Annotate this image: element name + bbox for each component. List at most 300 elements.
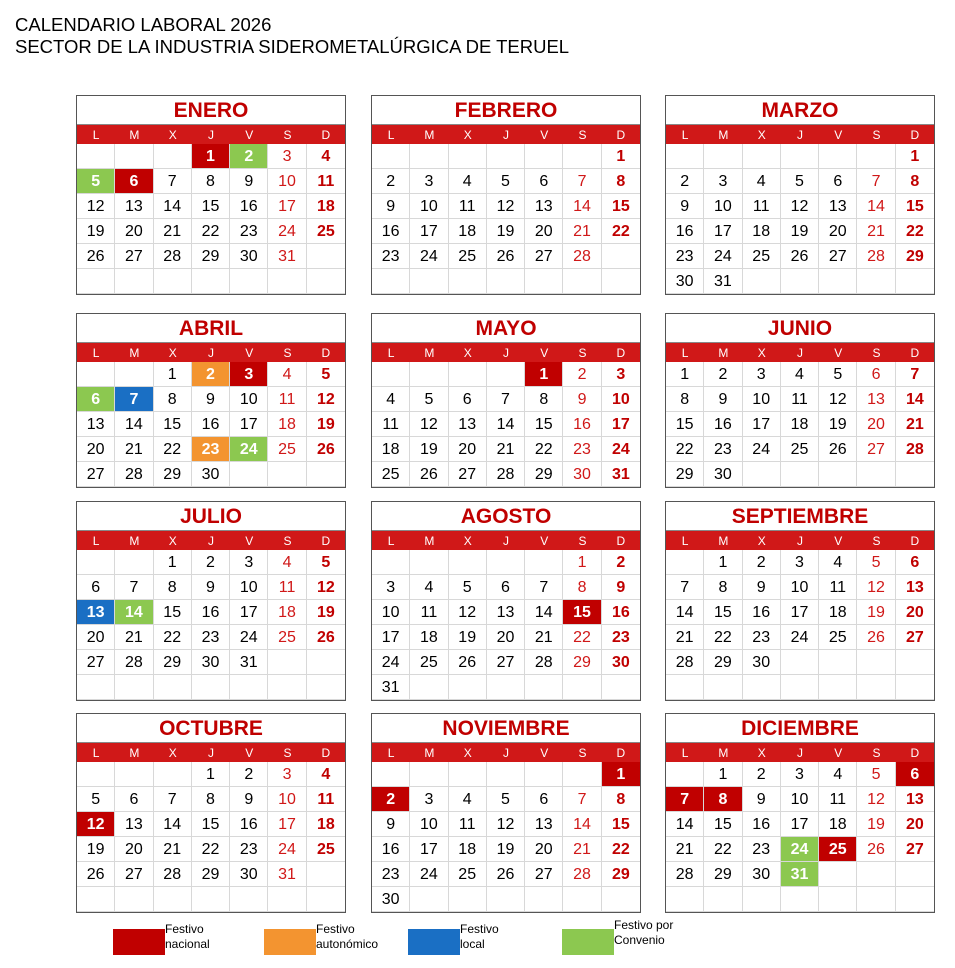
day-cell: 13 bbox=[525, 812, 563, 837]
day-cell: 22 bbox=[563, 625, 601, 650]
empty-cell bbox=[154, 675, 192, 700]
day-cell-festivo-nacional: 7 bbox=[666, 787, 704, 812]
day-cell: 1 bbox=[896, 144, 934, 169]
day-cell: 29 bbox=[563, 650, 601, 675]
empty-cell bbox=[115, 269, 153, 294]
day-cell: 30 bbox=[192, 462, 230, 487]
day-cell: 29 bbox=[602, 862, 640, 887]
day-cell: 28 bbox=[154, 244, 192, 269]
weekday-label: V bbox=[245, 534, 254, 548]
day-cell: 22 bbox=[602, 219, 640, 244]
day-cell: 13 bbox=[115, 194, 153, 219]
day-cell: 27 bbox=[525, 862, 563, 887]
weekday-label: J bbox=[796, 534, 803, 548]
weekday-label: J bbox=[796, 128, 803, 142]
day-cell: 28 bbox=[563, 862, 601, 887]
day-cell: 20 bbox=[449, 437, 487, 462]
weekday-label: V bbox=[834, 128, 843, 142]
day-cell: 23 bbox=[372, 244, 410, 269]
day-cell: 7 bbox=[487, 387, 525, 412]
legend-label-local bbox=[460, 922, 560, 952]
weekday-label: L bbox=[387, 534, 395, 548]
day-cell: 8 bbox=[525, 387, 563, 412]
day-cell: 26 bbox=[449, 650, 487, 675]
day-cell: 19 bbox=[410, 437, 448, 462]
day-cell: 28 bbox=[115, 462, 153, 487]
day-cell: 14 bbox=[666, 812, 704, 837]
day-cell-festivo-convenio: 31 bbox=[781, 862, 819, 887]
day-cell: 19 bbox=[449, 625, 487, 650]
day-cell: 27 bbox=[115, 862, 153, 887]
day-cell: 7 bbox=[563, 169, 601, 194]
day-cell: 9 bbox=[743, 575, 781, 600]
empty-cell bbox=[268, 650, 306, 675]
empty-cell bbox=[563, 887, 601, 912]
day-grid bbox=[372, 144, 640, 294]
empty-cell bbox=[410, 550, 448, 575]
day-cell: 10 bbox=[410, 812, 448, 837]
empty-cell bbox=[154, 762, 192, 787]
empty-cell bbox=[268, 269, 306, 294]
empty-cell bbox=[77, 144, 115, 169]
day-cell: 15 bbox=[602, 812, 640, 837]
empty-cell bbox=[563, 675, 601, 700]
empty-cell bbox=[192, 675, 230, 700]
day-cell: 21 bbox=[115, 437, 153, 462]
day-cell: 9 bbox=[192, 387, 230, 412]
day-cell: 20 bbox=[857, 412, 895, 437]
day-cell-festivo-nacional: 1 bbox=[525, 362, 563, 387]
day-cell: 25 bbox=[449, 862, 487, 887]
weekday-label: J bbox=[207, 346, 214, 360]
day-cell: 23 bbox=[563, 437, 601, 462]
month-junio bbox=[665, 313, 935, 488]
empty-cell bbox=[666, 675, 704, 700]
day-grid bbox=[77, 550, 345, 700]
day-cell: 24 bbox=[410, 862, 448, 887]
day-cell: 20 bbox=[115, 837, 153, 862]
day-cell: 30 bbox=[230, 244, 268, 269]
day-cell: 28 bbox=[896, 437, 934, 462]
day-cell: 15 bbox=[896, 194, 934, 219]
day-grid bbox=[666, 144, 934, 294]
day-cell: 10 bbox=[743, 387, 781, 412]
day-cell: 19 bbox=[487, 219, 525, 244]
day-cell: 5 bbox=[487, 169, 525, 194]
day-cell: 7 bbox=[563, 787, 601, 812]
day-cell: 13 bbox=[896, 787, 934, 812]
month-julio bbox=[76, 501, 346, 701]
day-cell: 15 bbox=[704, 812, 742, 837]
day-cell: 19 bbox=[307, 600, 345, 625]
day-cell: 12 bbox=[781, 194, 819, 219]
day-cell: 7 bbox=[896, 362, 934, 387]
weekday-label: D bbox=[321, 346, 331, 360]
day-cell: 30 bbox=[372, 887, 410, 912]
day-cell: 7 bbox=[154, 169, 192, 194]
day-cell: 31 bbox=[268, 244, 306, 269]
day-cell: 1 bbox=[666, 362, 704, 387]
day-cell: 12 bbox=[77, 194, 115, 219]
empty-cell bbox=[525, 144, 563, 169]
day-cell: 16 bbox=[372, 837, 410, 862]
empty-cell bbox=[77, 362, 115, 387]
empty-cell bbox=[743, 462, 781, 487]
empty-cell bbox=[230, 675, 268, 700]
weekday-label: S bbox=[872, 534, 881, 548]
day-cell: 3 bbox=[230, 550, 268, 575]
day-cell: 20 bbox=[115, 219, 153, 244]
day-cell: 5 bbox=[487, 787, 525, 812]
weekday-label: L bbox=[92, 128, 100, 142]
day-cell: 31 bbox=[230, 650, 268, 675]
day-cell-festivo-nacional: 12 bbox=[77, 812, 115, 837]
month-name: MARZO bbox=[666, 96, 934, 125]
day-cell: 26 bbox=[307, 625, 345, 650]
day-cell: 19 bbox=[77, 219, 115, 244]
day-cell-festivo-local: 7 bbox=[115, 387, 153, 412]
day-cell: 3 bbox=[410, 787, 448, 812]
day-cell: 23 bbox=[743, 837, 781, 862]
weekday-label: L bbox=[681, 128, 689, 142]
empty-cell bbox=[896, 887, 934, 912]
empty-cell bbox=[704, 144, 742, 169]
day-cell: 27 bbox=[857, 437, 895, 462]
weekday-label: D bbox=[910, 346, 920, 360]
weekday-label: J bbox=[502, 746, 509, 760]
day-cell: 18 bbox=[307, 812, 345, 837]
day-cell: 4 bbox=[819, 550, 857, 575]
day-cell: 22 bbox=[192, 219, 230, 244]
day-cell: 8 bbox=[192, 787, 230, 812]
weekday-label: L bbox=[681, 346, 689, 360]
day-cell: 8 bbox=[602, 787, 640, 812]
day-cell: 10 bbox=[230, 575, 268, 600]
empty-cell bbox=[857, 862, 895, 887]
day-cell: 20 bbox=[525, 219, 563, 244]
weekday-label: V bbox=[834, 346, 843, 360]
day-cell: 19 bbox=[857, 600, 895, 625]
weekday-label: J bbox=[796, 746, 803, 760]
day-cell: 12 bbox=[307, 387, 345, 412]
day-cell: 20 bbox=[896, 812, 934, 837]
legend-text-line2: Convenio bbox=[614, 933, 665, 947]
day-cell: 4 bbox=[781, 362, 819, 387]
day-cell: 1 bbox=[154, 362, 192, 387]
day-cell: 21 bbox=[666, 837, 704, 862]
empty-cell bbox=[410, 887, 448, 912]
weekday-label: V bbox=[245, 746, 254, 760]
day-cell: 18 bbox=[743, 219, 781, 244]
day-cell: 16 bbox=[704, 412, 742, 437]
day-cell: 10 bbox=[230, 387, 268, 412]
weekday-label: S bbox=[283, 346, 292, 360]
day-cell: 11 bbox=[307, 787, 345, 812]
day-cell: 23 bbox=[230, 837, 268, 862]
day-cell: 13 bbox=[77, 412, 115, 437]
day-cell: 9 bbox=[230, 787, 268, 812]
day-cell: 11 bbox=[449, 812, 487, 837]
day-cell: 5 bbox=[307, 550, 345, 575]
day-cell: 25 bbox=[410, 650, 448, 675]
day-cell: 18 bbox=[449, 219, 487, 244]
empty-cell bbox=[487, 144, 525, 169]
month-name: JULIO bbox=[77, 502, 345, 531]
day-cell: 27 bbox=[819, 244, 857, 269]
empty-cell bbox=[781, 650, 819, 675]
day-cell: 28 bbox=[857, 244, 895, 269]
day-cell: 14 bbox=[154, 194, 192, 219]
legend-local bbox=[408, 922, 560, 955]
day-cell: 3 bbox=[704, 169, 742, 194]
empty-cell bbox=[449, 887, 487, 912]
day-cell: 30 bbox=[704, 462, 742, 487]
day-cell: 16 bbox=[192, 412, 230, 437]
weekday-header bbox=[77, 343, 345, 362]
empty-cell bbox=[487, 269, 525, 294]
day-cell: 11 bbox=[410, 600, 448, 625]
empty-cell bbox=[268, 675, 306, 700]
day-cell: 6 bbox=[487, 575, 525, 600]
day-cell: 26 bbox=[410, 462, 448, 487]
day-cell: 31 bbox=[268, 862, 306, 887]
day-cell: 4 bbox=[307, 762, 345, 787]
empty-cell bbox=[372, 269, 410, 294]
day-cell: 14 bbox=[666, 600, 704, 625]
empty-cell bbox=[449, 550, 487, 575]
day-cell: 14 bbox=[154, 812, 192, 837]
day-cell: 21 bbox=[154, 837, 192, 862]
empty-cell bbox=[525, 269, 563, 294]
empty-cell bbox=[896, 862, 934, 887]
day-cell: 8 bbox=[704, 575, 742, 600]
day-cell: 12 bbox=[449, 600, 487, 625]
day-cell: 31 bbox=[372, 675, 410, 700]
day-cell: 20 bbox=[896, 600, 934, 625]
day-cell: 1 bbox=[154, 550, 192, 575]
day-cell: 6 bbox=[77, 575, 115, 600]
day-cell: 6 bbox=[857, 362, 895, 387]
weekday-label: J bbox=[207, 746, 214, 760]
day-cell: 8 bbox=[666, 387, 704, 412]
weekday-label: J bbox=[207, 128, 214, 142]
day-cell: 19 bbox=[487, 837, 525, 862]
empty-cell bbox=[743, 144, 781, 169]
day-cell: 4 bbox=[449, 787, 487, 812]
day-cell: 23 bbox=[743, 625, 781, 650]
empty-cell bbox=[602, 675, 640, 700]
day-cell: 10 bbox=[704, 194, 742, 219]
day-cell: 26 bbox=[857, 625, 895, 650]
day-cell: 16 bbox=[743, 600, 781, 625]
month-marzo bbox=[665, 95, 935, 295]
month-name: FEBRERO bbox=[372, 96, 640, 125]
day-cell: 23 bbox=[192, 625, 230, 650]
day-cell: 21 bbox=[857, 219, 895, 244]
day-cell: 9 bbox=[192, 575, 230, 600]
day-cell: 31 bbox=[602, 462, 640, 487]
day-cell: 3 bbox=[410, 169, 448, 194]
day-cell: 13 bbox=[115, 812, 153, 837]
empty-cell bbox=[192, 887, 230, 912]
day-cell: 1 bbox=[704, 550, 742, 575]
day-cell: 21 bbox=[525, 625, 563, 650]
empty-cell bbox=[819, 650, 857, 675]
month-name: DICIEMBRE bbox=[666, 714, 934, 743]
day-cell: 16 bbox=[192, 600, 230, 625]
day-cell: 26 bbox=[77, 862, 115, 887]
empty-cell bbox=[704, 675, 742, 700]
day-cell: 18 bbox=[410, 625, 448, 650]
day-cell: 30 bbox=[192, 650, 230, 675]
day-cell: 28 bbox=[154, 862, 192, 887]
empty-cell bbox=[115, 675, 153, 700]
empty-cell bbox=[410, 144, 448, 169]
empty-cell bbox=[307, 862, 345, 887]
day-cell: 21 bbox=[896, 412, 934, 437]
weekday-label: M bbox=[424, 128, 435, 142]
day-grid bbox=[372, 362, 640, 487]
day-cell: 2 bbox=[602, 550, 640, 575]
weekday-label: S bbox=[283, 534, 292, 548]
day-cell: 9 bbox=[372, 194, 410, 219]
legend-text-line1: Festivo bbox=[460, 922, 499, 936]
day-cell: 6 bbox=[115, 787, 153, 812]
empty-cell bbox=[781, 144, 819, 169]
empty-cell bbox=[307, 269, 345, 294]
weekday-label: X bbox=[463, 534, 472, 548]
weekday-header bbox=[372, 743, 640, 762]
day-cell: 17 bbox=[268, 812, 306, 837]
empty-cell bbox=[896, 462, 934, 487]
weekday-label: S bbox=[578, 534, 587, 548]
day-cell: 24 bbox=[372, 650, 410, 675]
empty-cell bbox=[77, 762, 115, 787]
day-cell: 12 bbox=[487, 194, 525, 219]
day-cell: 17 bbox=[743, 412, 781, 437]
month-name: ABRIL bbox=[77, 314, 345, 343]
day-cell: 7 bbox=[857, 169, 895, 194]
day-cell: 10 bbox=[268, 787, 306, 812]
day-cell: 13 bbox=[857, 387, 895, 412]
day-cell: 17 bbox=[372, 625, 410, 650]
weekday-label: L bbox=[681, 746, 689, 760]
day-cell: 24 bbox=[410, 244, 448, 269]
day-cell-festivo-nacional: 1 bbox=[192, 144, 230, 169]
month-name: ENERO bbox=[77, 96, 345, 125]
weekday-label: M bbox=[129, 534, 140, 548]
empty-cell bbox=[230, 269, 268, 294]
day-cell: 6 bbox=[525, 787, 563, 812]
legend-label-nacional bbox=[165, 922, 265, 952]
day-cell: 26 bbox=[487, 862, 525, 887]
day-cell: 12 bbox=[857, 787, 895, 812]
day-cell: 20 bbox=[819, 219, 857, 244]
weekday-label: V bbox=[245, 346, 254, 360]
day-cell: 8 bbox=[154, 575, 192, 600]
document-title bbox=[15, 14, 569, 58]
weekday-header bbox=[77, 743, 345, 762]
day-grid bbox=[77, 762, 345, 912]
day-cell: 24 bbox=[268, 837, 306, 862]
empty-cell bbox=[487, 362, 525, 387]
day-cell: 24 bbox=[781, 625, 819, 650]
empty-cell bbox=[154, 144, 192, 169]
day-cell-festivo-nacional: 8 bbox=[704, 787, 742, 812]
day-cell: 16 bbox=[563, 412, 601, 437]
day-cell: 2 bbox=[743, 550, 781, 575]
day-cell: 16 bbox=[230, 812, 268, 837]
weekday-label: D bbox=[910, 746, 920, 760]
day-cell: 26 bbox=[77, 244, 115, 269]
empty-cell bbox=[449, 762, 487, 787]
weekday-label: X bbox=[463, 128, 472, 142]
day-cell: 26 bbox=[819, 437, 857, 462]
day-cell: 4 bbox=[819, 762, 857, 787]
day-cell: 5 bbox=[857, 762, 895, 787]
empty-cell bbox=[307, 650, 345, 675]
day-cell: 9 bbox=[563, 387, 601, 412]
empty-cell bbox=[307, 887, 345, 912]
day-cell-festivo-convenio: 24 bbox=[781, 837, 819, 862]
weekday-label: S bbox=[872, 128, 881, 142]
legend-text-line1: Festivo por bbox=[614, 918, 674, 932]
empty-cell bbox=[666, 144, 704, 169]
day-cell: 8 bbox=[192, 169, 230, 194]
day-cell: 18 bbox=[449, 837, 487, 862]
day-cell: 27 bbox=[77, 650, 115, 675]
day-cell: 25 bbox=[268, 625, 306, 650]
day-cell: 28 bbox=[115, 650, 153, 675]
empty-cell bbox=[154, 887, 192, 912]
day-cell: 22 bbox=[666, 437, 704, 462]
day-cell: 29 bbox=[525, 462, 563, 487]
month-octubre bbox=[76, 713, 346, 913]
day-cell: 10 bbox=[781, 787, 819, 812]
day-cell: 30 bbox=[743, 650, 781, 675]
empty-cell bbox=[230, 887, 268, 912]
day-cell: 27 bbox=[487, 650, 525, 675]
weekday-label: L bbox=[387, 746, 395, 760]
month-name: OCTUBRE bbox=[77, 714, 345, 743]
title-line-2: SECTOR DE LA INDUSTRIA SIDEROMETALÚRGICA DE TERUEL bbox=[15, 36, 570, 57]
weekday-label: X bbox=[757, 128, 766, 142]
day-grid bbox=[666, 362, 934, 487]
empty-cell bbox=[819, 269, 857, 294]
month-name: MAYO bbox=[372, 314, 640, 343]
day-cell: 16 bbox=[372, 219, 410, 244]
day-cell: 4 bbox=[268, 362, 306, 387]
empty-cell bbox=[857, 675, 895, 700]
day-cell: 4 bbox=[410, 575, 448, 600]
day-cell-festivo-local: 13 bbox=[77, 600, 115, 625]
weekday-label: X bbox=[757, 746, 766, 760]
day-cell-festivo-nacional: 15 bbox=[563, 600, 601, 625]
day-cell: 9 bbox=[743, 787, 781, 812]
weekday-label: J bbox=[502, 346, 509, 360]
day-cell: 28 bbox=[666, 650, 704, 675]
legend-nacional bbox=[113, 922, 265, 955]
day-cell: 5 bbox=[449, 575, 487, 600]
day-cell: 30 bbox=[230, 862, 268, 887]
empty-cell bbox=[115, 762, 153, 787]
day-cell: 20 bbox=[525, 837, 563, 862]
empty-cell bbox=[268, 462, 306, 487]
weekday-label: D bbox=[321, 128, 331, 142]
day-cell: 23 bbox=[372, 862, 410, 887]
weekday-label: D bbox=[910, 128, 920, 142]
weekday-label: X bbox=[757, 346, 766, 360]
